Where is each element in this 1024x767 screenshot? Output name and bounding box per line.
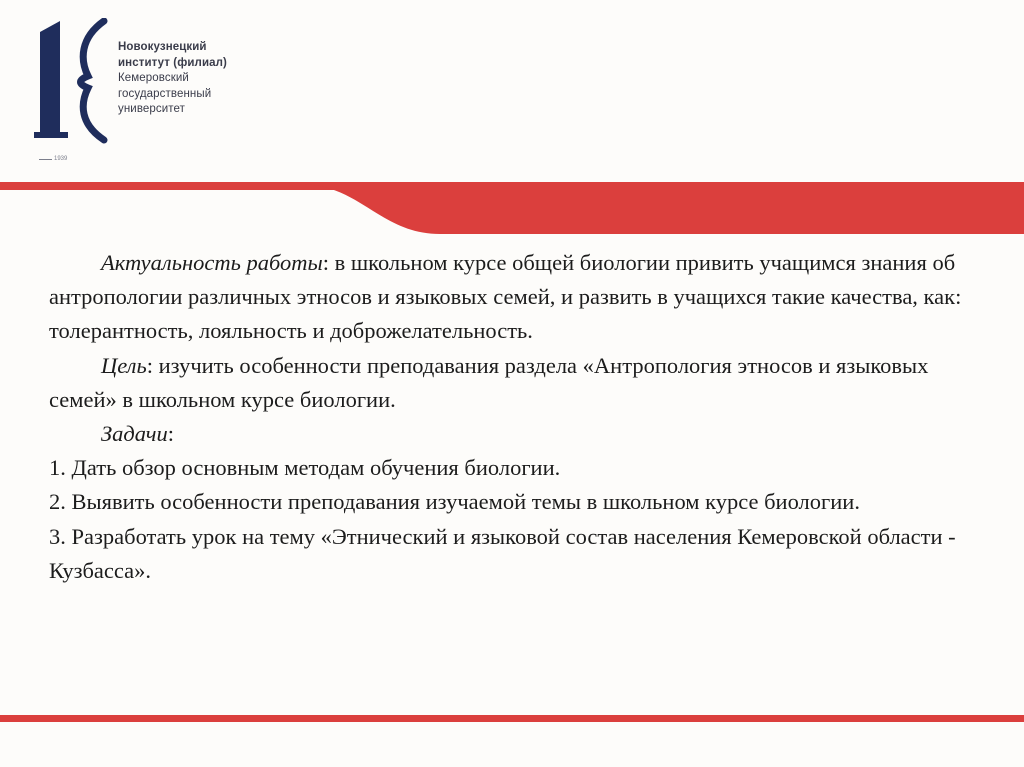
goal-label: Цель (101, 352, 147, 378)
university-logo (34, 18, 274, 168)
logo-year: 1939 (54, 156, 68, 162)
goal-paragraph (49, 349, 979, 417)
slide-body (49, 246, 979, 588)
relevance-paragraph (49, 246, 979, 349)
logo-line-2: институт (филиал) (118, 56, 227, 69)
logo-line-1: Новокузнецкий (118, 41, 207, 53)
relevance-label: Актуальность работы (101, 250, 323, 275)
red-header-ribbon (0, 176, 1024, 240)
task-item-1: 1. Дать обзор основным методам обучения биологии. (49, 455, 561, 481)
tasks-colon: : (167, 421, 174, 447)
logo-line-4: государственный (118, 87, 212, 100)
kemsu-emblem-icon (34, 18, 114, 153)
university-name (118, 40, 227, 118)
goal-text: : изучить особенности преподавания раздела «Антропология этносов и языковых семей» в школьном курсе биологии. (49, 352, 929, 412)
tasks-heading (49, 417, 979, 451)
task-item-2: 2. Выявить особенности преподавания изучаемой темы в школьном курсе биологии. (49, 489, 860, 515)
relevance-text: : в школьном курсе общей биологии привить учащимся знания об антропологии различных этносов и языковых семей, и развить в учащихся такие качества, как: толерантность, лояльность и доброжелательность. (49, 250, 962, 344)
task-item-3: 3. Разработать урок на тему «Этнический и языковой состав населения Кемеровской области - Кузбасса». (49, 523, 956, 583)
tasks-label: Задачи (101, 421, 168, 447)
logo-year-line (39, 159, 52, 160)
red-footer-bar (0, 715, 1024, 722)
logo-line-5: университет (118, 103, 185, 115)
logo-line-3: Кемеровский (118, 72, 189, 84)
